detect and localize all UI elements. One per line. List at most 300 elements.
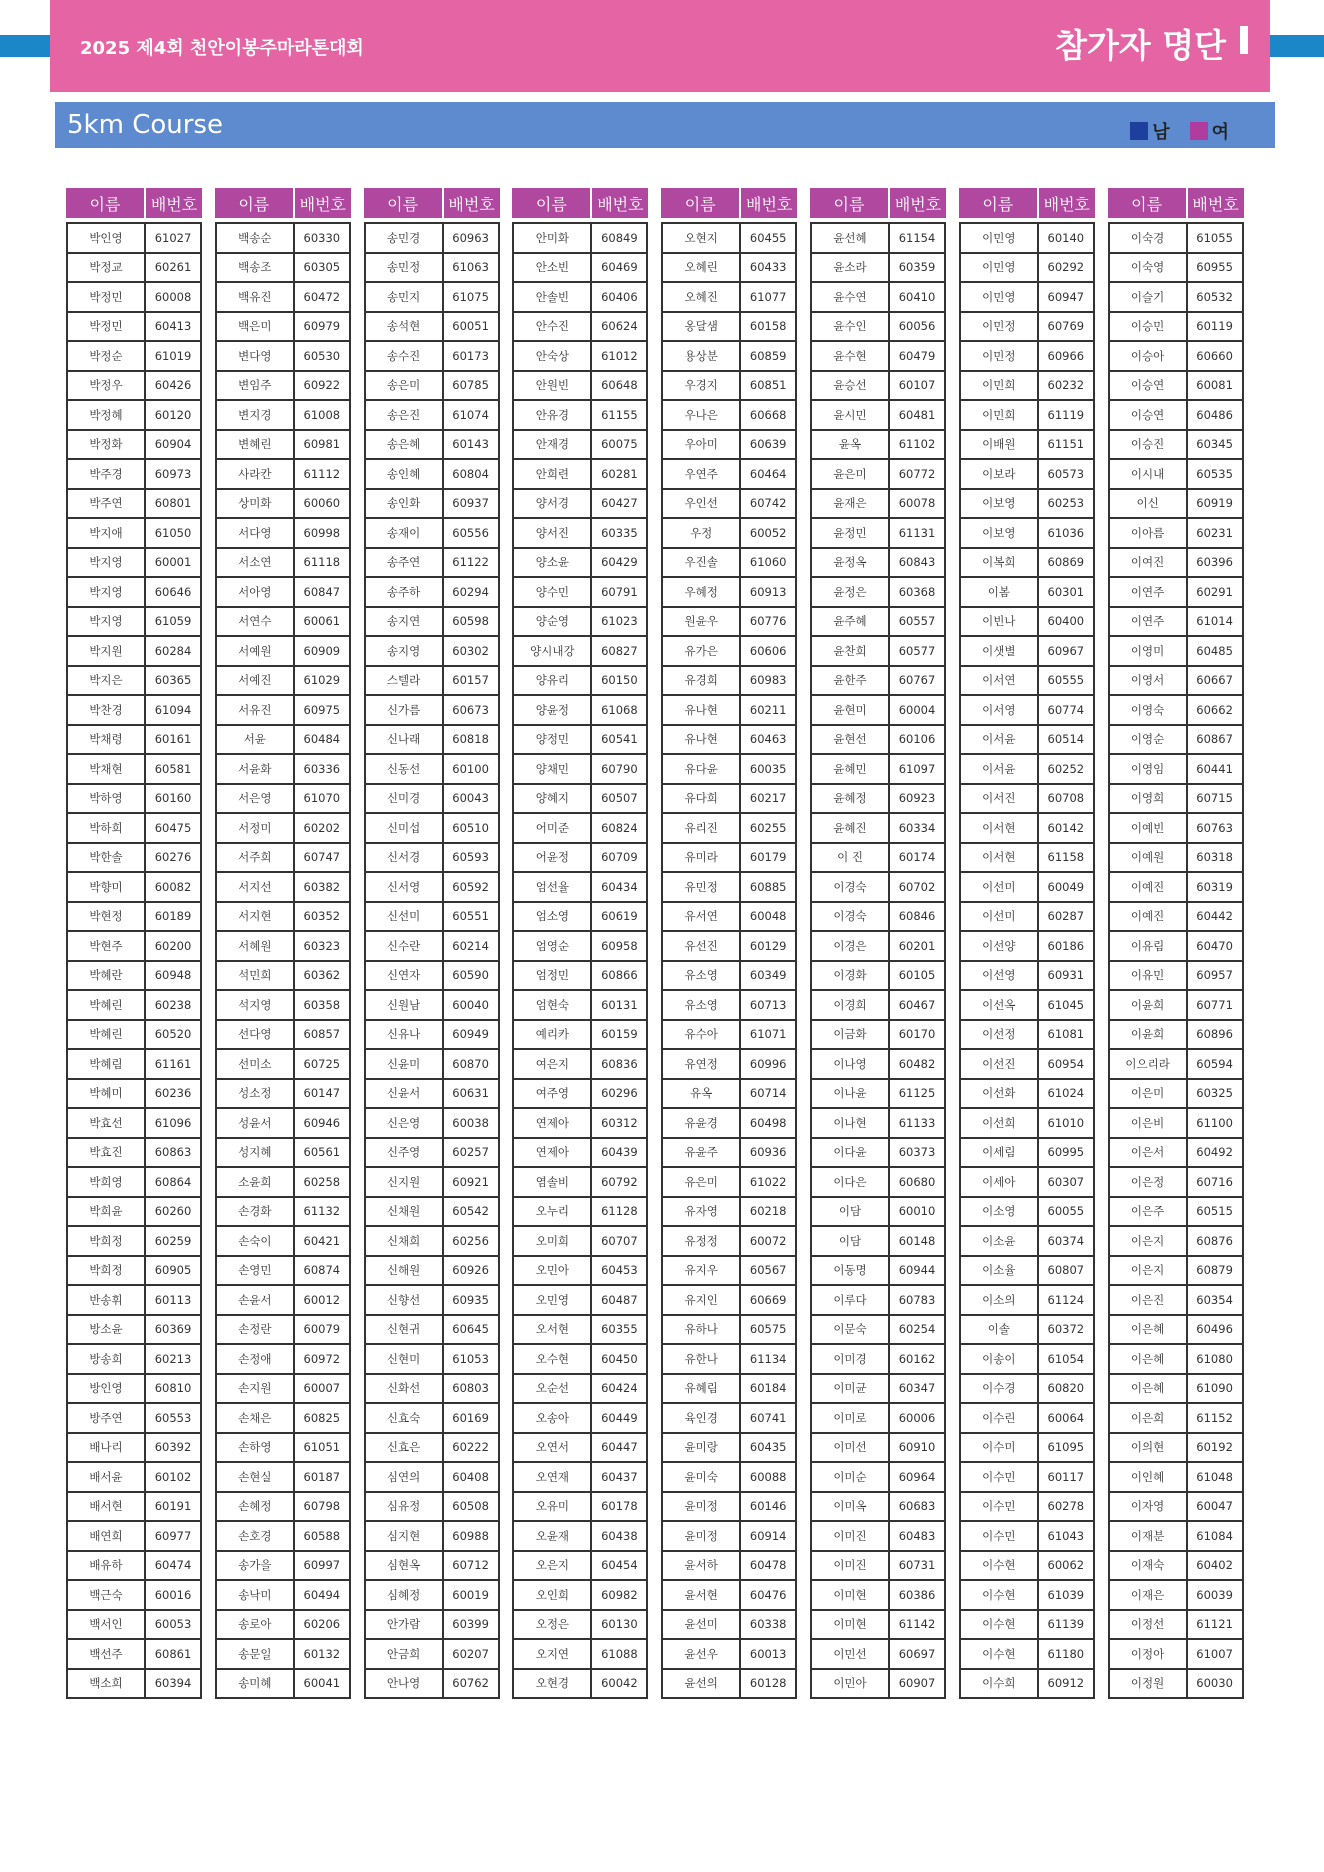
participant-name: 방소윤 [68,1316,146,1344]
bib-number: 61088 [601,1646,638,1661]
participant-name: 이세림 [961,1139,1039,1167]
table-row [961,313,1093,343]
bib-number: 60231 [1196,525,1233,540]
table-row [812,1227,944,1257]
table-row [663,667,795,697]
gender-legend [1110,118,1229,144]
table-row [68,460,200,490]
event-title: 2025 제4회 천안이봉주마라톤대회 [80,38,364,59]
bib-number: 60217 [749,791,787,806]
participant-name: 이담 [812,1227,890,1255]
bib-number: 60335 [601,525,638,540]
table-row [217,696,349,726]
participant-name: 이예빈 [1110,814,1188,842]
participant-name: 양정민 [514,726,592,754]
participant-name: 박혜린 [68,991,146,1019]
table-row [514,372,646,402]
bib-number: 60211 [749,702,787,717]
table-row [961,578,1093,608]
table-row [812,1286,944,1316]
header-bib: 배번호 [150,194,198,214]
bib-number: 60983 [749,673,787,688]
bib-number: 60510 [452,820,489,835]
bib-number: 60131 [601,997,638,1012]
participant-name: 박지원 [68,637,146,665]
table-row [366,667,498,697]
participant-name: 신현미 [366,1345,444,1373]
participant-name: 이미현 [812,1611,890,1639]
participant-name: 박향미 [68,873,146,901]
table-row [68,1345,200,1375]
table-row [217,1522,349,1552]
participant-name: 안가람 [366,1611,444,1639]
participant-column [512,188,648,1699]
table-row [812,1493,944,1523]
participant-name: 이담 [812,1198,890,1226]
table-row [514,637,646,667]
bib-number: 60201 [898,938,936,953]
table-row [68,1670,200,1700]
bib-number: 60345 [1196,437,1233,452]
table-row [68,224,200,254]
participant-name: 윤서하 [663,1552,741,1580]
participant-name: 이재은 [1110,1581,1188,1609]
bib-number: 61097 [898,761,936,776]
bib-number: 60207 [452,1646,489,1661]
bib-number: 60847 [303,584,341,599]
table-row [514,431,646,461]
bib-number: 60836 [601,1056,638,1071]
participant-name: 이경은 [812,932,890,960]
participant-name: 윤재은 [812,490,890,518]
bib-number: 60368 [898,584,936,599]
participant-name: 이민정 [961,342,1039,370]
bib-number: 60402 [1196,1558,1233,1573]
bib-number: 60253 [1047,496,1085,511]
header-name: 이름 [364,188,444,218]
bib-number: 60291 [1196,584,1233,599]
bib-number: 60593 [452,850,489,865]
table-row [961,873,1093,903]
table-row [217,1198,349,1228]
participant-name: 배연희 [68,1522,146,1550]
page-header [50,0,1270,92]
participant-name: 성윤서 [217,1109,295,1137]
table-row [663,401,795,431]
bib-number: 60200 [154,938,192,953]
table-row [366,431,498,461]
table-row [663,873,795,903]
bib-number: 60478 [749,1558,787,1573]
participant-name: 이나윤 [812,1080,890,1108]
bib-number: 60382 [303,879,341,894]
participant-name: 서지선 [217,873,295,901]
bib-number: 60535 [1196,466,1233,481]
table-row [961,1198,1093,1228]
bib-number: 60218 [749,1204,787,1219]
participant-name: 신수란 [366,932,444,960]
bib-number: 60914 [749,1528,787,1543]
bib-number: 60843 [898,555,936,570]
bib-number: 61081 [1047,1027,1085,1042]
bib-number: 60107 [898,378,936,393]
table-row [961,1316,1093,1346]
table-row [812,283,944,313]
bib-number: 60189 [154,909,192,924]
table-row [366,1581,498,1611]
table-row [366,1375,498,1405]
table-row [514,1522,646,1552]
table-row [68,1611,200,1641]
bib-number: 60449 [601,1410,638,1425]
table-row [366,1109,498,1139]
bib-number: 61100 [1196,1115,1233,1130]
table-row [961,1434,1093,1464]
table-row [514,1168,646,1198]
participant-name: 연제아 [514,1109,592,1137]
participant-name: 이영희 [1110,785,1188,813]
table-row [514,1493,646,1523]
participant-name: 손숙이 [217,1227,295,1255]
table-row [217,726,349,756]
bib-number: 61095 [1047,1440,1085,1455]
participant-name: 윤시민 [812,401,890,429]
bib-number: 60551 [452,909,489,924]
participant-name: 신효은 [366,1434,444,1462]
bib-number: 60161 [154,732,192,747]
bib-number: 60557 [898,614,936,629]
header-name: 이름 [661,188,741,218]
participant-name: 백유진 [217,283,295,311]
bib-number: 60048 [749,909,787,924]
participant-name: 이수현 [961,1611,1039,1639]
participant-name: 송민경 [366,224,444,252]
participant-name: 안수진 [514,313,592,341]
bib-number: 61094 [154,702,192,717]
table-row [961,1611,1093,1641]
bib-number: 61158 [1047,850,1085,865]
table-row [1110,1581,1242,1611]
participant-name: 윤선의 [663,1670,741,1698]
participant-name: 신현귀 [366,1316,444,1344]
participant-name: 윤한주 [812,667,890,695]
participant-name: 변혜린 [217,431,295,459]
bib-number: 61090 [1196,1381,1233,1396]
bib-number: 60910 [898,1440,936,1455]
bib-number: 60907 [898,1676,936,1691]
table-row [812,991,944,1021]
participant-name: 염솔비 [514,1168,592,1196]
course-title: 5km Course [67,110,223,140]
bib-number: 60128 [749,1676,787,1691]
participant-name: 이선미 [961,903,1039,931]
table-row [961,1375,1093,1405]
participant-name: 백소희 [68,1670,146,1698]
participant-name: 송가을 [217,1552,295,1580]
table-row [961,1404,1093,1434]
bib-number: 60001 [154,555,192,570]
table-row [514,283,646,313]
header-bib: 배번호 [894,194,942,214]
bib-number: 60824 [601,820,638,835]
table-row [961,667,1093,697]
bib-number: 60429 [601,555,638,570]
bib-number: 60426 [154,378,192,393]
bib-number: 60520 [154,1027,192,1042]
table-row [961,254,1093,284]
participant-name: 손현실 [217,1463,295,1491]
table-row [663,1463,795,1493]
bib-number: 60008 [154,289,192,304]
bib-number: 60222 [452,1440,489,1455]
participant-name: 양소윤 [514,549,592,577]
bib-number: 60439 [601,1145,638,1160]
table-row [812,932,944,962]
bib-number: 60496 [1196,1322,1233,1337]
bib-number: 60876 [1196,1233,1233,1248]
participant-name: 이유민 [1110,962,1188,990]
participant-name: 송문일 [217,1640,295,1668]
participant-name: 안희련 [514,460,592,488]
bib-number: 61161 [154,1056,192,1071]
bib-number: 60053 [154,1617,192,1632]
participant-name: 이경숙 [812,873,890,901]
bib-number: 60742 [749,496,787,511]
bib-number: 60555 [1047,673,1085,688]
participant-table [512,222,648,1699]
table-row [961,1493,1093,1523]
table-row [961,283,1093,313]
table-row [812,637,944,667]
bib-number: 60102 [154,1469,192,1484]
bib-number: 60923 [898,791,936,806]
table-row [1110,1021,1242,1051]
bib-number: 60967 [1047,643,1085,658]
participant-name: 박정우 [68,372,146,400]
participant-name: 이민정 [961,313,1039,341]
bib-number: 60514 [1047,732,1085,747]
table-row [1110,903,1242,933]
participant-name: 서혜원 [217,932,295,960]
bib-number: 60879 [1196,1263,1233,1278]
participant-name: 이영순 [1110,726,1188,754]
bib-number: 60399 [452,1617,489,1632]
table-row [68,932,200,962]
participant-name: 윤수현 [812,342,890,370]
participant-name: 송은미 [366,372,444,400]
table-row [1110,844,1242,874]
participant-name: 양순영 [514,608,592,636]
bib-number: 60680 [898,1174,936,1189]
participant-name: 안미화 [514,224,592,252]
table-row [68,1286,200,1316]
bib-number: 60697 [898,1646,936,1661]
table-row [514,1552,646,1582]
bib-number: 60864 [154,1174,192,1189]
participant-name: 유선진 [663,932,741,960]
participant-name: 신연자 [366,962,444,990]
bib-number: 61048 [1196,1469,1233,1484]
bib-number: 60792 [601,1174,638,1189]
participant-name: 박혜미 [68,1080,146,1108]
bib-number: 61151 [1047,437,1085,452]
bib-number: 60362 [303,968,341,983]
table-row [366,1463,498,1493]
legend-female [1190,118,1229,144]
table-row [366,608,498,638]
table-row [68,401,200,431]
bib-number: 60949 [452,1027,489,1042]
participant-name: 방주연 [68,1404,146,1432]
participant-name: 이영숙 [1110,696,1188,724]
participant-name: 선미소 [217,1050,295,1078]
participant-name: 석민희 [217,962,295,990]
participant-name: 우정 [663,519,741,547]
bib-number: 60082 [154,879,192,894]
bib-number: 60319 [1196,879,1233,894]
bib-number: 60957 [1196,968,1233,983]
bib-number: 60979 [303,319,341,334]
bib-number: 60575 [749,1322,787,1337]
table-row [663,519,795,549]
table-row [663,283,795,313]
bib-number: 61012 [601,348,638,363]
participant-name: 엄영순 [514,932,592,960]
table-row [1110,254,1242,284]
participant-table [959,222,1095,1699]
bib-number: 60354 [1196,1292,1233,1307]
participant-name: 신선미 [366,903,444,931]
participant-name: 이영임 [1110,755,1188,783]
table-row [68,667,200,697]
table-row [366,1168,498,1198]
table-row [663,696,795,726]
table-row [366,1080,498,1110]
bib-number: 60963 [452,230,489,245]
bib-number: 60598 [452,614,489,629]
participant-name: 유리진 [663,814,741,842]
bib-number: 60771 [1196,997,1233,1012]
bib-number: 60030 [1196,1676,1233,1691]
table-row [812,224,944,254]
bib-number: 60798 [303,1499,341,1514]
bib-number: 60714 [749,1086,787,1101]
participant-name: 신유나 [366,1021,444,1049]
participant-name: 여은지 [514,1050,592,1078]
bib-number: 60859 [749,348,787,363]
participant-name: 안나영 [366,1670,444,1698]
table-row [663,932,795,962]
table-row [366,814,498,844]
bib-number: 61080 [1196,1351,1233,1366]
bib-number: 61132 [303,1204,341,1219]
table-row [961,1139,1093,1169]
participant-name: 박효선 [68,1109,146,1137]
participant-name: 이은진 [1110,1286,1188,1314]
table-row [514,1286,646,1316]
bib-number: 60807 [1047,1263,1085,1278]
table-row [1110,932,1242,962]
bib-number: 60088 [749,1469,787,1484]
bib-number: 60931 [1047,968,1085,983]
participant-name: 오혜린 [663,254,741,282]
table-row [217,1168,349,1198]
table-row [663,1552,795,1582]
participant-name: 이선희 [961,1109,1039,1137]
table-row [366,1670,498,1700]
participant-name: 심현옥 [366,1552,444,1580]
bib-number: 60019 [452,1587,489,1602]
bib-number: 60007 [303,1381,341,1396]
participant-name: 신화선 [366,1375,444,1403]
participant-name: 이경희 [812,991,890,1019]
table-row [961,1345,1093,1375]
participant-name: 엄선율 [514,873,592,901]
participant-name: 오순선 [514,1375,592,1403]
table-row [514,224,646,254]
table-row [366,785,498,815]
participant-name: 유윤경 [663,1109,741,1137]
table-row [217,578,349,608]
bib-number: 60981 [303,437,341,452]
table-row [366,873,498,903]
participant-name: 손윤서 [217,1286,295,1314]
table-row [68,578,200,608]
participant-name: 이재분 [1110,1522,1188,1550]
participant-name: 신향선 [366,1286,444,1314]
table-row [366,1345,498,1375]
table-row [366,1611,498,1641]
header-name: 이름 [215,188,295,218]
table-row [366,696,498,726]
table-row [663,1404,795,1434]
table-row [663,1050,795,1080]
participant-name: 박정화 [68,431,146,459]
participant-name: 용상분 [663,342,741,370]
participant-name: 이은혜 [1110,1375,1188,1403]
table-row [812,1316,944,1346]
table-row [961,490,1093,520]
table-row [514,844,646,874]
bib-number: 60702 [898,879,936,894]
bib-number: 60352 [303,909,341,924]
participant-column [66,188,202,1699]
table-row [663,490,795,520]
table-row [217,224,349,254]
header-bib: 배번호 [299,194,346,214]
table-row [812,1080,944,1110]
bib-number: 60861 [154,1646,192,1661]
table-row [217,342,349,372]
table-row [217,1109,349,1139]
participant-name: 이민희 [961,401,1039,429]
participant-name: 우혜정 [663,578,741,606]
table-row [1110,696,1242,726]
bib-number: 60232 [1047,378,1085,393]
table-row [514,903,646,933]
table-row [68,726,200,756]
table-row [514,755,646,785]
participant-name: 이다은 [812,1168,890,1196]
participant-name: 여주영 [514,1080,592,1108]
table-row [812,1198,944,1228]
participant-name: 윤선혜 [812,224,890,252]
bib-number: 60508 [452,1499,489,1514]
participant-name: 송인혜 [366,460,444,488]
table-row [812,254,944,284]
bib-number: 60541 [601,732,638,747]
participant-name: 신해원 [366,1257,444,1285]
